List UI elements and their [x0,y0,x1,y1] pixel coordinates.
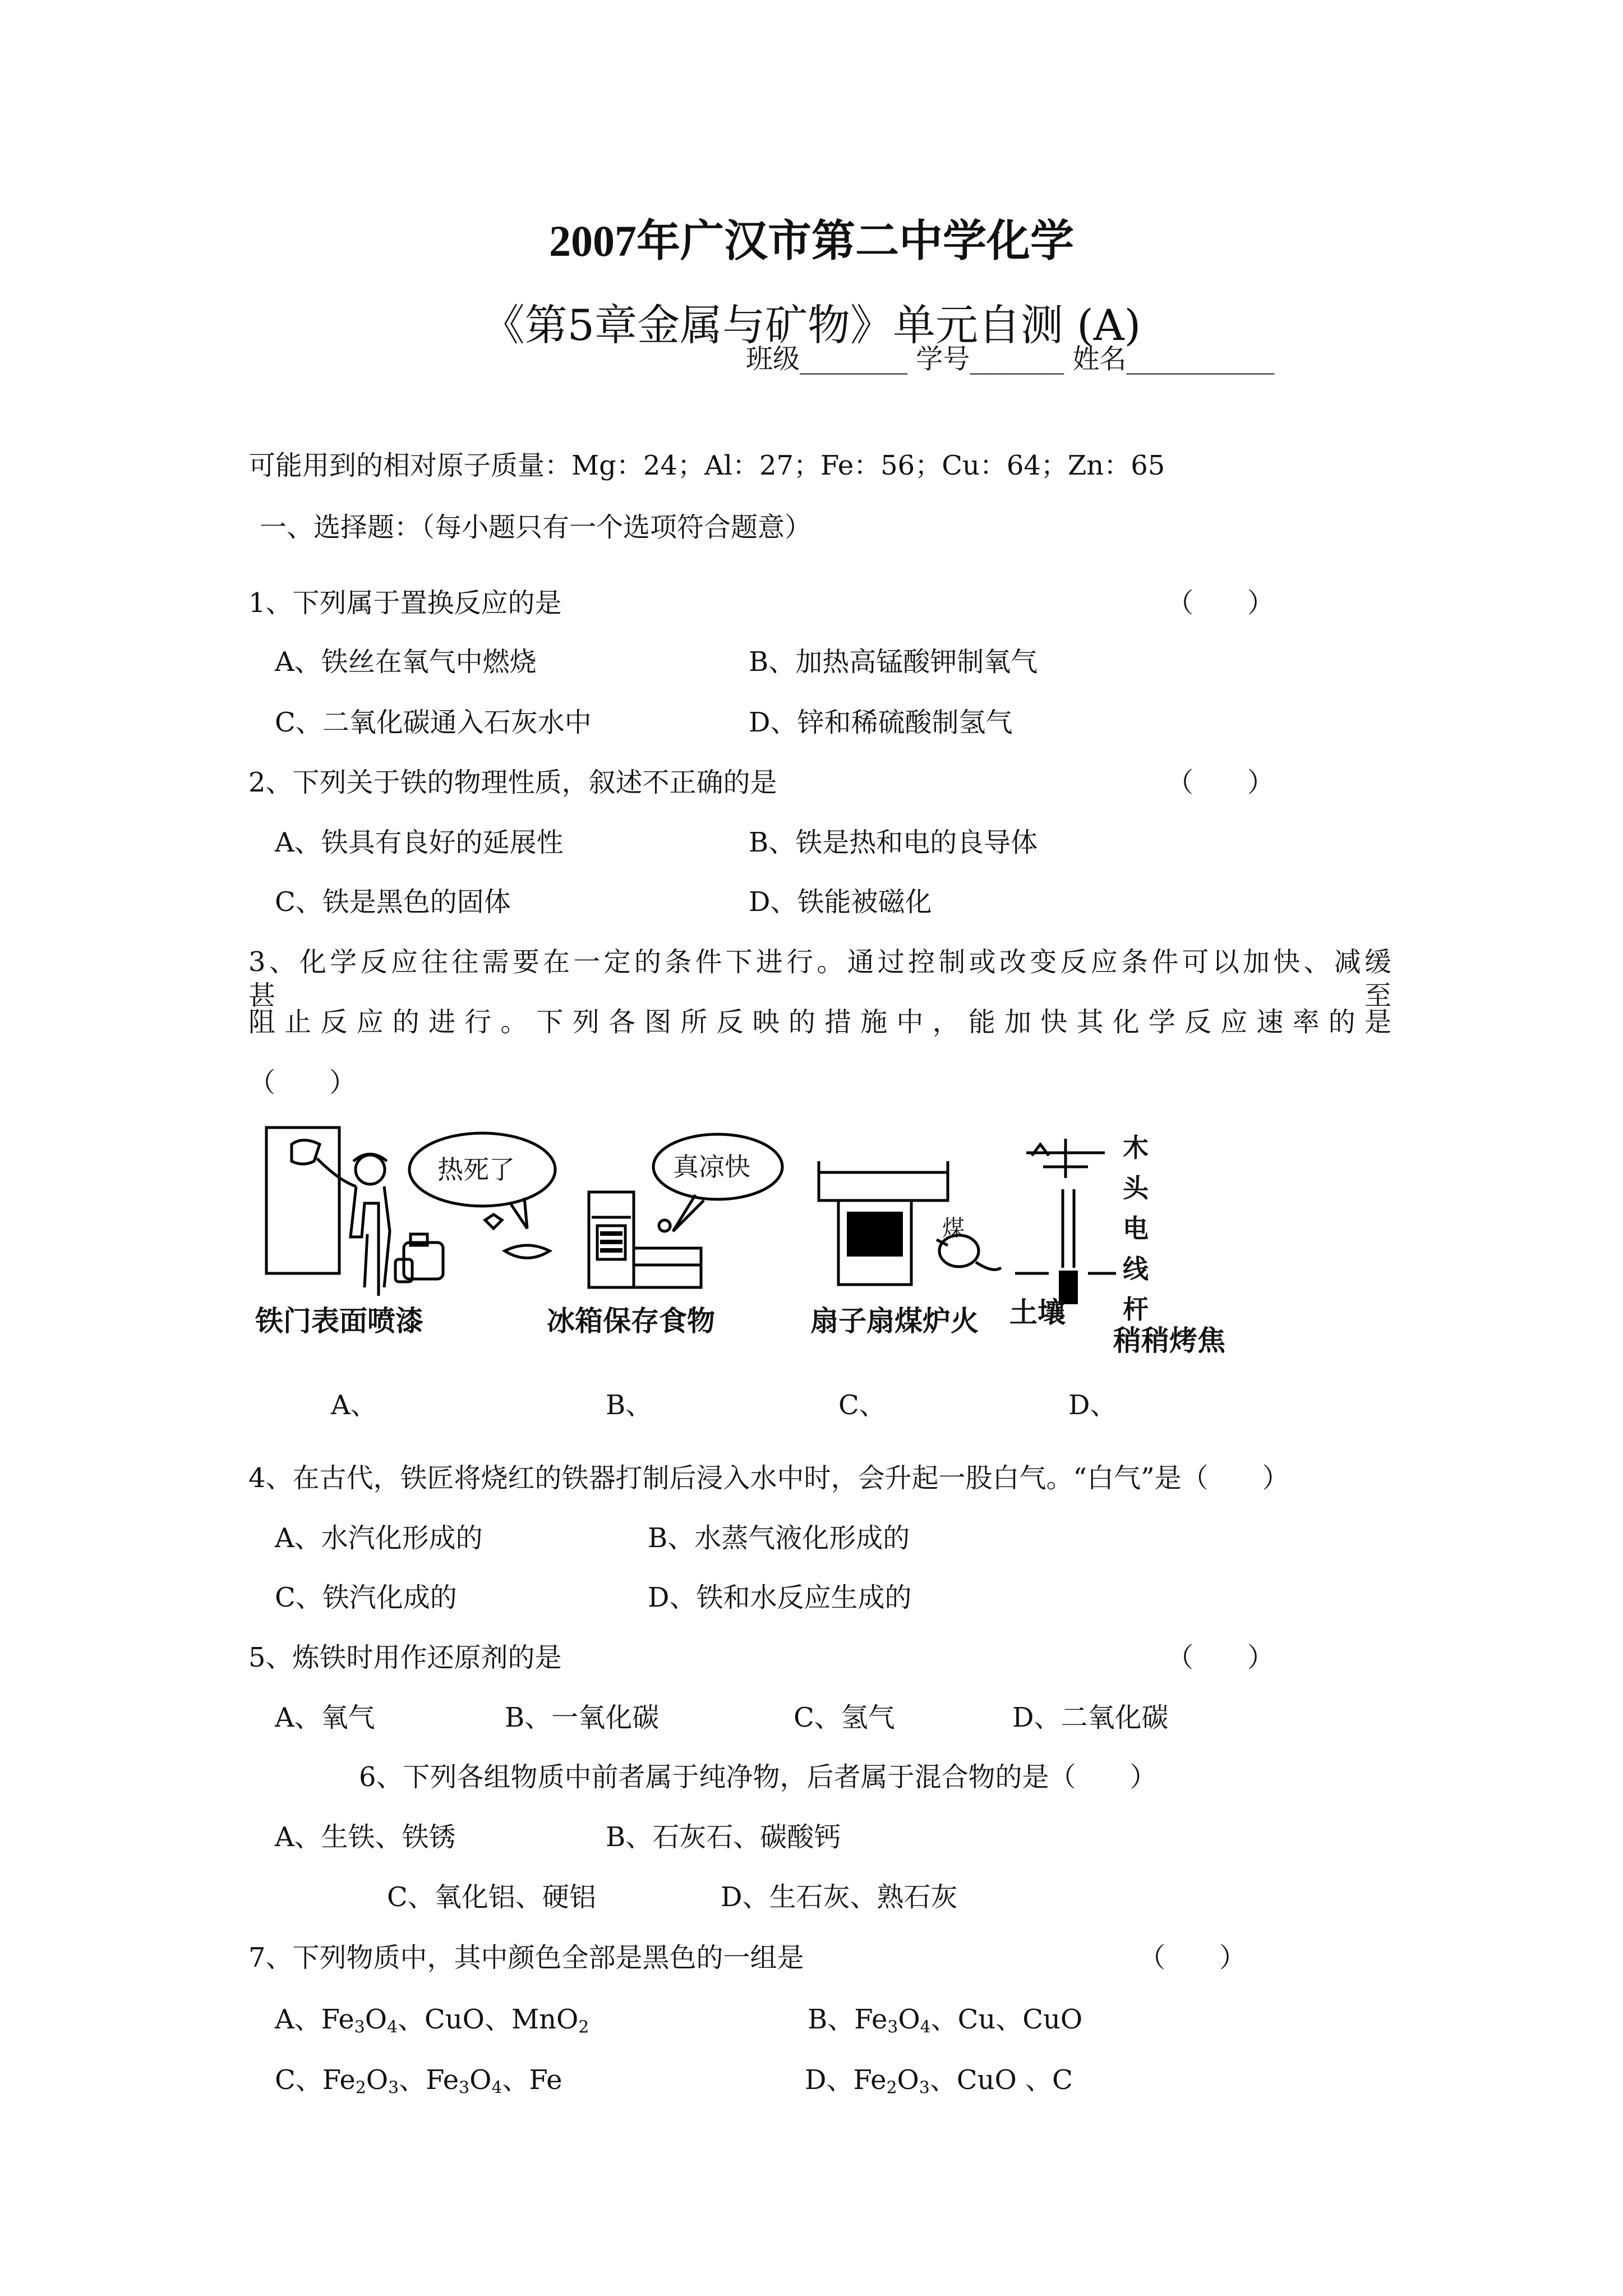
answer-bracket: （ ） [1138,1942,1247,1973]
question-5-stem: 5、炼铁时用作还原剂的是 [248,1642,562,1673]
exam-title: 2007年广汉市第二中学化学 [548,217,1074,265]
student-info: 班级________ 学号_______ 姓名___________ [746,343,1275,375]
atomic-masses: 可能用到的相对原子质量：Mg：24；Al：27；Fe：56；Cu：64；Zn：65 [248,450,1165,481]
option-4a: A、水汽化形成的 [275,1522,483,1554]
figure-caption-d: 土壤 [1009,1296,1066,1329]
question-2-stem: 2、下列关于铁的物理性质，叙述不正确的是 [248,767,777,798]
answer-bracket: （ ） [1166,767,1275,798]
question-4-stem: 4、在古代，铁匠将烧红的铁器打制后浸入水中时，会升起一股白气。“白气”是（ ） [248,1462,1289,1494]
option-5b: B、一氧化碳 [505,1702,660,1733]
option-2c: C、铁是黑色的固体 [275,886,511,918]
question-1-stem: 1、下列属于置换反应的是 [248,587,562,619]
speech-bubble-hot: 热死了 [437,1154,515,1185]
question-3-stem-line1: 3、化学反应往往需要在一定的条件下进行。通过控制或改变反应条件可以加快、减缓甚至 [248,946,1395,1011]
section-heading: 一、选择题：（每小题只有一个选项符合题意） [260,512,812,543]
option-1b: B、加热高锰酸钾制氧气 [749,646,1038,678]
option-1d: D、锌和稀硫酸制氢气 [749,707,1013,738]
figure-caption-a: 铁门表面喷漆 [255,1305,423,1337]
option-3a: A、 [331,1389,377,1421]
option-4c: C、铁汽化成的 [275,1582,457,1613]
option-2d: D、铁能被磁化 [749,886,932,918]
option-4d: D、铁和水反应生成的 [648,1582,912,1613]
option-6b: B、石灰石、碳酸钙 [606,1821,841,1853]
option-5d: D、二氧化碳 [1012,1702,1169,1733]
pole-caption: 稍稍烤焦 [1113,1324,1225,1357]
option-6d: D、生石灰、熟石灰 [721,1881,958,1913]
question-7-stem: 7、下列物质中，其中颜色全部是黑色的一组是 [248,1942,804,1973]
option-6a: A、生铁、铁锈 [275,1821,456,1853]
answer-bracket: （ ） [1166,1642,1275,1673]
option-6c: C、氧化铝、硬铝 [387,1881,596,1913]
option-5a: A、氧气 [275,1702,375,1733]
option-5c: C、氢气 [794,1702,895,1733]
question-6-stem: 6、下列各组物质中前者属于纯净物，后者属于混合物的是（ ） [359,1761,1157,1793]
option-7c: C、$Fe_2O_3$、$Fe_3O_4$、Fe [275,2064,562,2098]
figure-caption-b: 冰箱保存食物 [547,1305,715,1337]
option-4b: B、水蒸气液化形成的 [648,1522,910,1554]
option-7b: B、$Fe_3O_4$、Cu、CuO [808,2004,1083,2037]
exam-subtitle: 《第5章金属与矿物》单元自测 (A) [482,300,1141,350]
option-1c: C、二氧化碳通入石灰水中 [275,707,592,738]
option-3b: B、 [606,1389,653,1421]
pole-char: 线 [1123,1254,1149,1284]
figure-wooden-pole [1009,1133,1122,1307]
option-7a: A、$Fe_3O_4$、CuO、MnO$_2$ [275,2004,589,2037]
option-1a: A、铁丝在氧气中燃烧 [275,646,537,678]
answer-bracket: （ ） [1166,587,1275,619]
figure-caption-c: 扇子扇煤炉火 [810,1305,979,1337]
pole-label [1119,1128,1152,1329]
option-2b: B、铁是热和电的良导体 [749,827,1038,858]
question-3-stem-line2: 阻止反应的进行。下列各图所反映的措施中，能加快其化学反应速率的是 [248,1006,1395,1038]
option-7d: D、$Fe_2O_3$、CuO 、C [805,2064,1073,2098]
pole-char: 杆 [1123,1294,1149,1324]
question-3-bracket: （ ） [248,1067,357,1098]
pole-char: 电 [1123,1213,1149,1244]
option-3d: D、 [1068,1389,1117,1421]
pole-char: 头 [1123,1173,1149,1203]
figure-coal-stove [808,1150,1004,1296]
fan-label: 煤 [942,1216,965,1241]
pole-char: 木 [1123,1133,1149,1163]
option-3c: C、 [838,1389,886,1421]
speech-bubble-cool: 真凉快 [673,1152,750,1182]
option-2a: A、铁具有良好的延展性 [275,827,564,858]
